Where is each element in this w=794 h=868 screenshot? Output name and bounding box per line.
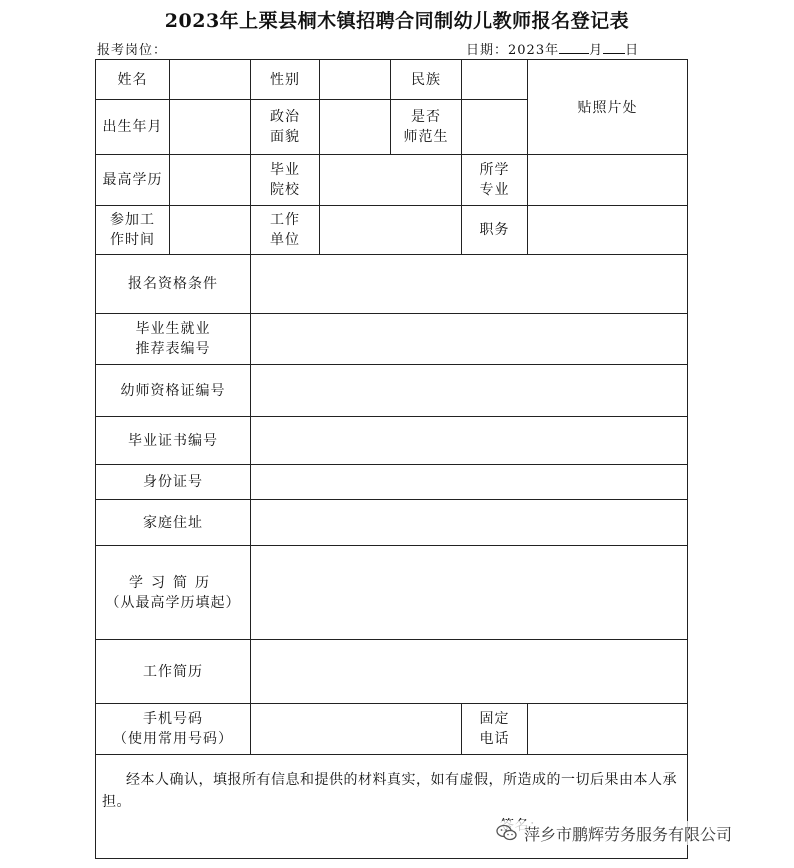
day-blank[interactable] [603,41,625,54]
wechat-icon [496,824,518,842]
employer-label: 工作 单位 [251,206,320,255]
political-field[interactable] [320,100,391,155]
id-card-field[interactable] [251,465,688,500]
mobile-label: 手机号码 （使用常用号码） [96,704,251,755]
work-start-field[interactable] [170,206,251,255]
normal-student-label: 是否 师范生 [391,100,462,155]
study-history-field[interactable] [251,546,688,640]
education-field[interactable] [170,155,251,206]
date-line [466,39,639,58]
form-title: 2023年上栗县桐木镇招聘合同制幼儿教师报名登记表 [164,10,630,32]
duty-label: 职务 [462,206,528,255]
work-history-label: 工作简历 [96,640,251,704]
school-label: 毕业 院校 [251,155,320,206]
position-label: 报考岗位： [97,43,168,58]
mobile-field[interactable] [251,704,462,755]
date-year: 2023 [508,43,546,58]
qualification-field[interactable] [251,255,688,314]
birth-label: 出生年月 [96,100,170,155]
address-label: 家庭住址 [96,500,251,546]
registration-table [95,59,688,859]
study-history-label: 学习简历 （从最高学历填起） [96,546,251,640]
work-start-label: 参加工 作时间 [96,206,170,255]
photo-label: 贴照片处 [577,100,638,116]
school-field[interactable] [320,155,462,206]
diploma-field[interactable] [251,417,688,465]
landline-label: 固定 电话 [462,704,528,755]
major-label: 所学 专业 [462,155,528,206]
recommend-field[interactable] [251,314,688,365]
gender-label: 性别 [251,60,320,100]
month-blank[interactable] [559,41,589,54]
work-history-field[interactable] [251,640,688,704]
major-field[interactable] [528,155,688,206]
political-label: 政治 面貌 [251,100,320,155]
recommend-label: 毕业生就业 推荐表编号 [96,314,251,365]
year-unit: 年 [545,43,560,58]
diploma-label: 毕业证书编号 [96,417,251,465]
qualification-label: 报名资格条件 [96,255,251,314]
landline-field[interactable] [528,704,688,755]
date-label: 日期： [466,43,509,58]
name-field[interactable] [170,60,251,100]
employer-field[interactable] [320,206,462,255]
id-card-label: 身份证号 [96,465,251,500]
birth-field[interactable] [170,100,251,155]
gender-field[interactable] [320,60,391,100]
normal-student-field[interactable] [462,100,528,155]
ethnicity-field[interactable] [462,60,528,100]
name-label: 姓名 [96,60,170,100]
declaration-text: 经本人确认，填报所有信息和提供的材料真实，如有虚假，所造成的一切后果由本人承担。 [102,772,677,810]
month-unit: 月 [589,43,604,58]
photo-area[interactable] [528,60,688,155]
teacher-cert-label: 幼师资格证编号 [96,365,251,417]
education-label: 最高学历 [96,155,170,206]
day-unit: 日 [625,43,640,58]
watermark [494,821,734,845]
teacher-cert-field[interactable] [251,365,688,417]
duty-field[interactable] [528,206,688,255]
ethnicity-label: 民族 [391,60,462,100]
address-field[interactable] [251,500,688,546]
watermark-text: 萍乡市鹏辉劳务服务有限公司 [524,824,733,844]
